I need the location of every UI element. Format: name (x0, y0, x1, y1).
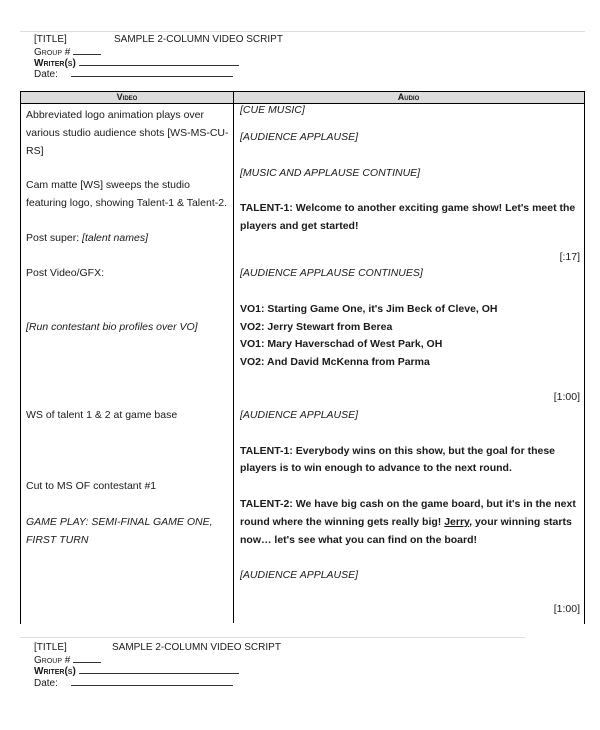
audio-vo-1: VO1: Starting Game One, it's Jim Beck of Cleve, OH (240, 303, 498, 315)
video-cue-8: GAME PLAY: SEMI-FINAL GAME ONE, FIRST TURN (26, 516, 213, 546)
footer-group-blank (73, 654, 101, 663)
video-cue-4: Post Video/GFX: (26, 267, 105, 279)
writers-label: Writer(s) (34, 58, 76, 69)
audio-talent2-line2-post: , your winning starts (469, 516, 572, 528)
group-blank (73, 46, 101, 55)
timing-1: [:17] (559, 251, 580, 263)
column-divider (233, 92, 234, 623)
audio-talent2-line2-pre: round where the winning gets really big! (240, 516, 445, 528)
footer-date-label: Date: (34, 678, 58, 689)
video-heading: Video (116, 92, 138, 102)
video-cue-1: Abbreviated logo animation plays over various studio audience shots [WS-MS-CU-RS] (26, 109, 229, 157)
audio-vo-4: VO2: And David McKenna from Parma (240, 356, 430, 368)
audio-vo-3: VO1: Mary Haverschad of West Park, OH (240, 338, 443, 350)
group-label: Group # (34, 47, 71, 58)
audio-heading: Audio (397, 92, 420, 102)
video-cue-6: WS of talent 1 & 2 at game base (26, 409, 178, 421)
footer-title-tag: [TITLE] (34, 642, 67, 653)
script-title: SAMPLE 2-COLUMN VIDEO SCRIPT (114, 34, 283, 45)
audio-cue-6: [AUDIENCE APPLAUSE] (240, 409, 359, 421)
footer-date-field (34, 677, 233, 689)
timing-3: [1:00] (553, 603, 580, 615)
audio-cue-1: [CUE MUSIC] (240, 104, 305, 116)
footer-writers-field (34, 665, 239, 677)
header-rule (20, 31, 585, 32)
title-tag: [TITLE] (34, 34, 67, 45)
audio-talent1b-line2: players is to win enough to advance to the next round. (240, 462, 512, 474)
date-blank (71, 68, 233, 77)
audio-vo-2: VO2: Jerry Stewart from Berea (240, 321, 393, 333)
video-cue-2: Cam matte [WS] sweeps the studio featuring logo, showing Talent-1 & Talent-2. (26, 179, 227, 209)
audio-talent2-line1: TALENT-2: We have big cash on the game board, but it's in the next (240, 498, 576, 510)
audio-talent1b-line1: TALENT-1: Everybody wins on this show, but the goal for these (240, 445, 556, 457)
audio-cue-3: [MUSIC AND APPLAUSE CONTINUE] (240, 167, 421, 179)
audio-cue-2: [AUDIENCE APPLAUSE] (240, 131, 359, 143)
footer-script-title: SAMPLE 2-COLUMN VIDEO SCRIPT (112, 642, 281, 653)
date-field (34, 68, 233, 80)
footer-rule (20, 637, 525, 638)
video-cue-7: Cut to MS OF contestant #1 (26, 480, 157, 492)
audio-cue-5: [AUDIENCE APPLAUSE CONTINUES] (240, 267, 423, 279)
writers-blank (79, 57, 239, 66)
audio-cue-9: [AUDIENCE APPLAUSE] (240, 569, 359, 581)
video-cue-3-italic: [talent names] (82, 232, 148, 244)
timing-2: [1:00] (553, 391, 580, 403)
date-label: Date: (34, 69, 58, 80)
audio-talent1-line1: TALENT-1: Welcome to another exciting game show! Let's meet the (240, 202, 576, 214)
footer-group-label: Group # (34, 655, 71, 666)
audio-talent2-line3: now… let's see what you can find on the board! (240, 534, 478, 546)
audio-talent2-name: Jerry (444, 516, 470, 528)
audio-talent2-line2 (240, 513, 580, 531)
video-cue-3 (26, 229, 231, 247)
footer-writers-label: Writer(s) (34, 666, 76, 677)
video-cue-3-prefix: Post super: (26, 232, 83, 244)
audio-talent1-line2: players and get started! (240, 220, 359, 232)
footer-writers-blank (79, 665, 239, 674)
footer-date-blank (71, 677, 233, 686)
video-cue-5: [Run contestant bio profiles over VO] (26, 321, 198, 333)
